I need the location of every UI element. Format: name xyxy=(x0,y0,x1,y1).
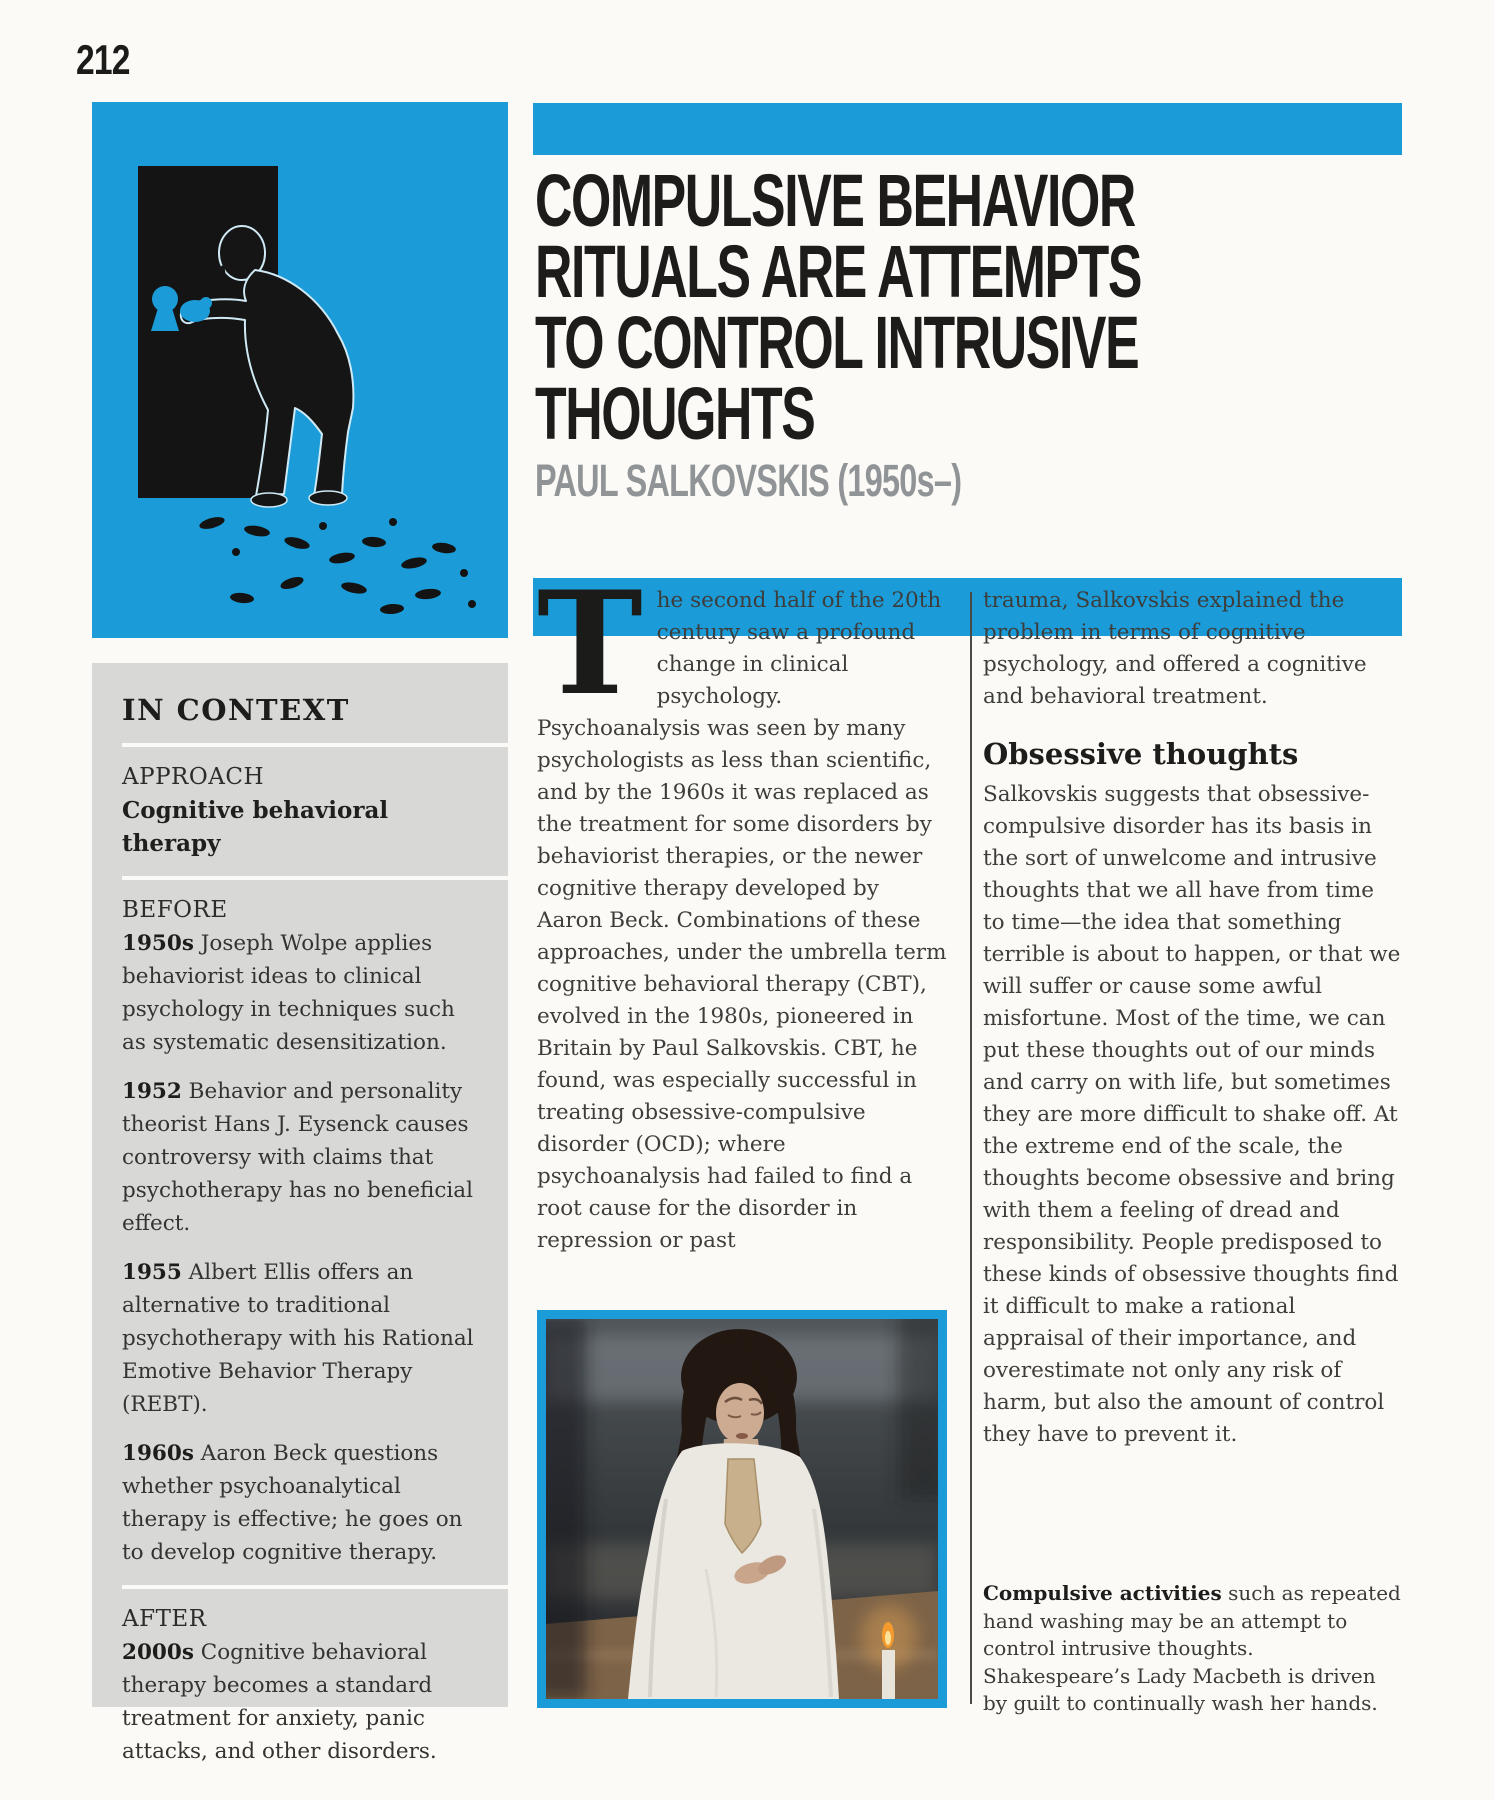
timeline-text: Aaron Beck questions whether psychoanalytical therapy is effective; he goes on to develop cognitive therapy. xyxy=(122,1441,463,1565)
after-label: AFTER xyxy=(122,1606,207,1632)
timeline-entry xyxy=(122,927,480,1059)
caption-lead: Compulsive activities xyxy=(983,1581,1222,1605)
title-bar-top xyxy=(533,103,1402,155)
illustration-panel xyxy=(92,102,508,638)
sidebar-divider xyxy=(122,1585,508,1589)
title-band xyxy=(533,103,1402,636)
timeline-entry xyxy=(122,1256,480,1421)
page-number xyxy=(76,36,143,84)
lady-macbeth-photo xyxy=(537,1310,947,1708)
article-column-2 xyxy=(983,585,1402,1451)
timeline-year: 1955 xyxy=(122,1260,182,1285)
timeline-entry xyxy=(122,1437,480,1569)
timeline-year: 1952 xyxy=(122,1079,182,1104)
title-line-1: COMPULSIVE BEHAVIOR xyxy=(535,159,1135,242)
title-line-2: RITUALS ARE ATTEMPTS xyxy=(535,230,1142,313)
timeline-text: Albert Ellis offers an alternative to traditional psychotherapy with his Rational Emotive Behavior Therapy (REBT). xyxy=(122,1260,474,1417)
page-subtitle: PAUL SALKOVSKIS (1950s–) xyxy=(535,455,962,506)
page-title xyxy=(535,159,1401,506)
photo-caption xyxy=(983,1580,1402,1718)
column-rule xyxy=(970,592,972,1704)
sidebar-divider xyxy=(122,743,508,747)
timeline-year: 2000s xyxy=(122,1640,194,1665)
article-column-1 xyxy=(537,561,947,1257)
section-heading: Obsessive thoughts xyxy=(983,737,1299,771)
in-context-panel xyxy=(92,663,508,1764)
timeline-entry xyxy=(122,1075,480,1240)
body-paragraph: Salkovskis suggests that obsessive-compulsive disorder has its basis in the sort of unwelcome and intrusive thoughts that we all have from time to time—the idea that something terrible is about to happen, or that we will suffer or cause some awful misfortune. Most of the time, we can put these thoughts out of our minds and carry on with life, but sometimes they are more difficult to shake off. At the extreme end of the scale, the thoughts become obsessive and bring with them a feeling of dread and responsibility. People predisposed to these kinds of obsessive thoughts find it difficult to make a rational appraisal of their importance, and overestimate not only any risk of harm, but also the amount of control they have to prevent it. xyxy=(983,782,1401,1447)
title-line-3: TO CONTROL INTRUSIVE xyxy=(535,301,1139,384)
title-line-4: THOUGHTS xyxy=(535,372,815,455)
body-paragraph: trauma, Salkovskis explained the problem in terms of cognitive psychology, and offered a cognitive and behavioral treatment. xyxy=(983,588,1367,709)
timeline-year: 1950s xyxy=(122,931,194,956)
body-text: he second half of the 20th century saw a profound change in clinical psychology. Psychoanalysis was seen by many psychologists as less than scientific, and by the 1960s it was replaced as the treatment for some disorders by behaviorist therapies, or the newer cognitive therapy developed by Aaron Beck. Combinations of these approaches, under the umbrella term cognitive behavioral therapy (CBT), evolved in the 1980s, pioneered in Britain by Paul Salkovskis. CBT, he found, was especially successful in treating obsessive-compulsive disorder (OCD); where psychoanalysis had failed to find a root cause for the disorder in repression or past xyxy=(537,588,947,1253)
body-paragraph xyxy=(537,561,947,1257)
in-context-heading: IN CONTEXT xyxy=(122,693,350,727)
page-number-text: 212 xyxy=(76,36,130,83)
timeline-text: Behavior and personality theorist Hans J. Eysenck causes controversy with claims that psychotherapy has no beneficial effect. xyxy=(122,1079,473,1236)
timeline-entry xyxy=(122,1636,480,1768)
caption-text: such as repeated hand washing may be an attempt to control intrusive thoughts. Shakespeare’s Lady Macbeth is driven by guilt to continually wash her hands. xyxy=(983,1581,1401,1715)
timeline-text: Joseph Wolpe applies behaviorist ideas to clinical psychology in techniques such as systematic desensitization. xyxy=(122,931,455,1055)
sidebar-divider xyxy=(122,876,508,880)
approach-value: Cognitive behavioral therapy xyxy=(122,797,389,857)
lady-macbeth-photo-art xyxy=(546,1319,938,1699)
approach-label: APPROACH xyxy=(122,764,264,790)
footprints-icon xyxy=(198,515,476,615)
drop-cap: T xyxy=(537,561,643,727)
timeline-text: Cognitive behavioral therapy becomes a standard treatment for anxiety, panic attacks, and other disorders. xyxy=(122,1640,437,1764)
door-polishing-illustration xyxy=(92,102,508,638)
timeline-year: 1960s xyxy=(122,1441,194,1466)
before-label: BEFORE xyxy=(122,897,228,923)
